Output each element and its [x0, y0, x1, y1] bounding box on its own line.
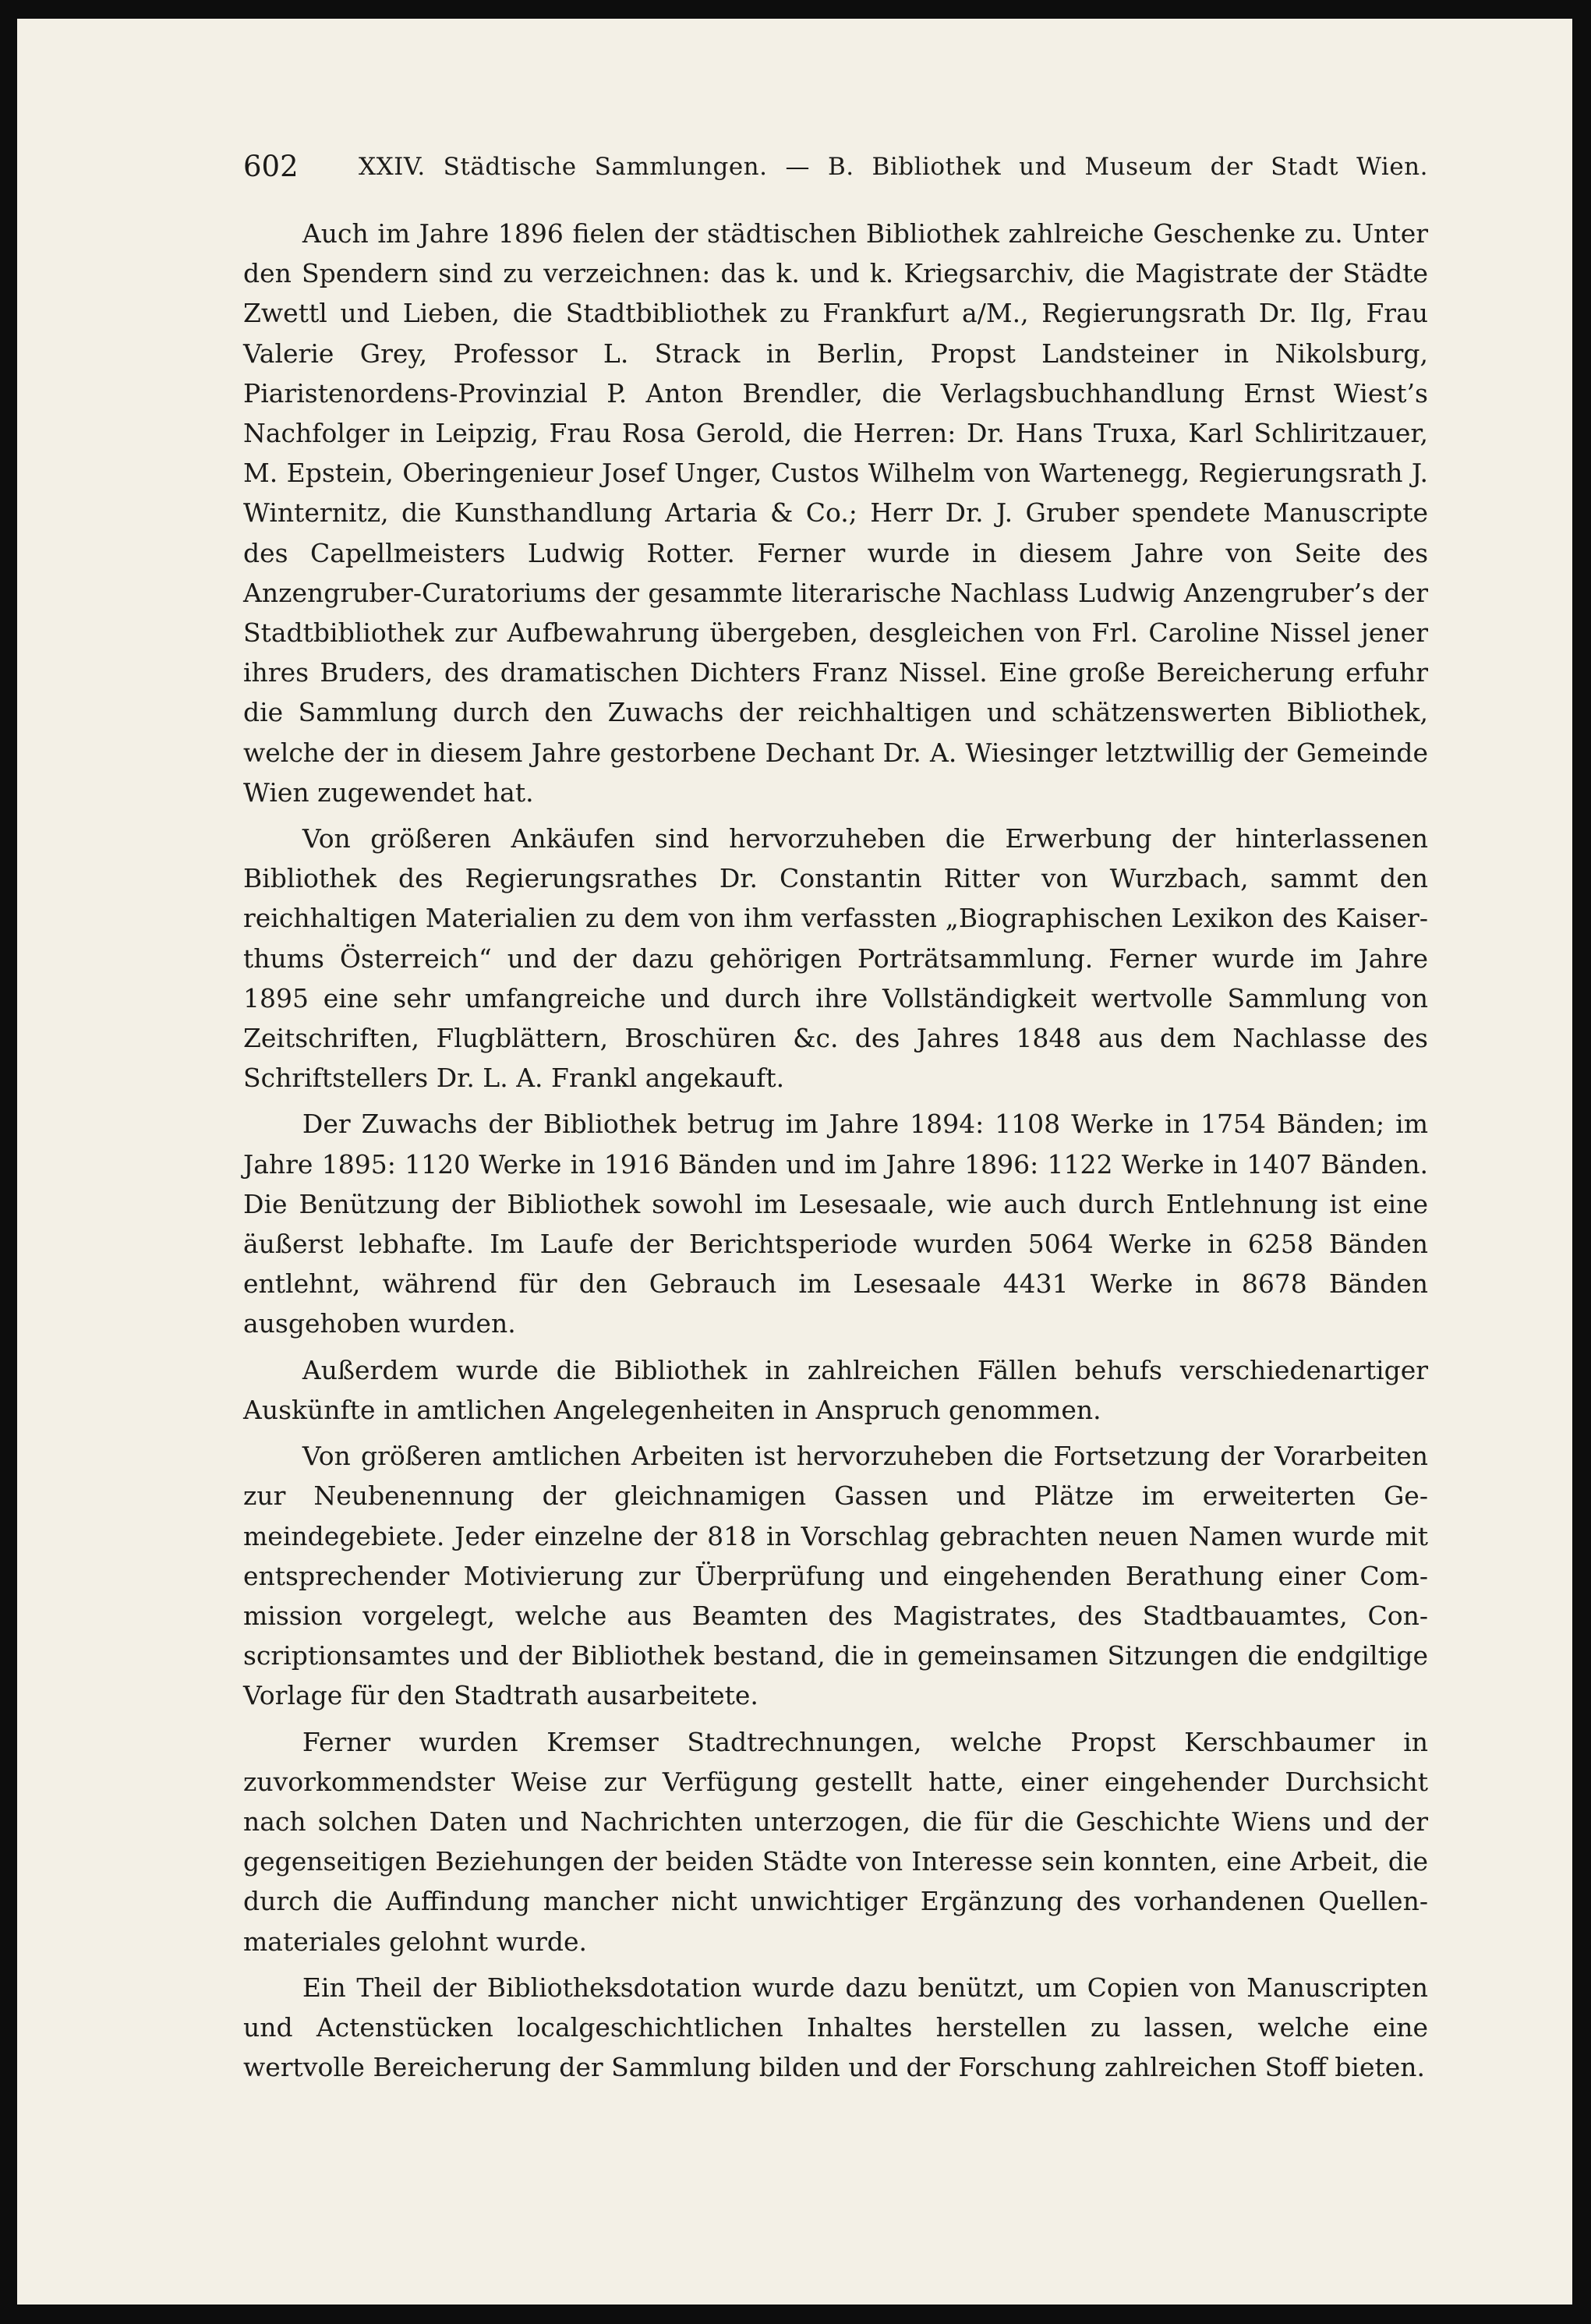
running-head-title: XXIV. Städtische Sammlungen. — B. Bibliothek und Museum der Stadt Wien.: [359, 153, 1428, 181]
paragraph-street-naming: Von größeren amtlichen Arbeiten ist hervorzuheben die Fortsetzung der Vorarbeiten zur Neubenennung der gleichnamigen Gassen und Plätze im erweiterten Gemeindegebiete. Jeder einzelne der 818 in Vorschlag gebrachten neuen Namen wurde mit entsprechender Motivierung zur Überprüfung und eingehenden Berathung einer Commission vorgelegt, welche aus Beamten des Magistrates, des Stadtbauamtes, Conscriptionsamtes und der Bibliothek bestand, die in gemeinsamen Sitzungen die endgiltige Vorlage für den Stadtrath ausarbeitete.: [243, 1441, 1428, 1711]
paragraph-donations: Auch im Jahre 1896 fielen der städtischen Bibliothek zahlreiche Geschenke zu. Unter den Spendern sind zu verzeichnen: das k. und k. Kriegsarchiv, die Magistrate der Städte Zwettl und Lieben, die Stadtbibliothek zu Frankfurt a/M., Regierungsrath Dr. Ilg, Frau Valerie Grey, Professor L. Strack in Berlin, Propst Landsteiner in Nikolsburg, Piaristenordens-Provinzial P. Anton Brendler, die Verlagsbuchhandlung Ernst Wiest’s Nachfolger in Leipzig, Frau Rosa Gerold, die Herren: Dr. Hans Truxa, Karl Schliritzauer, M. Epstein, Oberingenieur Josef Unger, Custos Wilhelm von Wartenegg, Regierungsrath J. Winternitz, die Kunsthandlung Artaria & Co.; Herr Dr. J. Gruber spendete Manuscripte des Capellmeisters Ludwig Rotter. Ferner wurde in diesem Jahre von Seite des Anzengruber-Curatoriums der gesammte literarische Nachlass Ludwig Anzengruber’s der Stadtbibliothek zur Aufbewahrung übergeben, desgleichen von Frl. Caroline Nissel jener ihres Bruders, des dramatischen Dichters Franz Nissel. Eine große Bereicherung erfuhr die Sammlung durch den Zuwachs der reichhaltigen und schätzenswerten Bibliothek, welche der in diesem Jahre gestorbene Dechant Dr. A. Wiesinger letztwillig der Gemeinde Wien zugewendet hat.: [243, 218, 1428, 808]
paragraph-krems-records: Ferner wurden Kremser Stadtrechnungen, welche Propst Kerschbaumer in zuvorkommendster Weise zur Verfügung gestellt hatte, einer eingehender Durchsicht nach solchen Daten und Nachrichten unterzogen, die für die Geschichte Wiens und der gegenseitigen Beziehungen der beiden Städte von Interesse sein konnten, eine Arbeit, die durch die Auffindung mancher nicht unwichtiger Ergänzung des vorhandenen Quellenmateriales gelohnt wurde.: [243, 1726, 1428, 1957]
body-text: [243, 214, 1428, 2087]
document-page: [17, 19, 1572, 2305]
paragraph-growth-usage: Der Zuwachs der Bibliothek betrug im Jahre 1894: 1108 Werke in 1754 Bänden; im Jahre 1895: 1120 Werke in 1916 Bänden und im Jahre 1896: 1122 Werke in 1407 Bänden. Die Benützung der Bibliothek sowohl im Lesesaale, wie auch durch Entlehnung ist eine äußerst lebhafte. Im Laufe der Berichtsperiode wurden 5064 Werke in 6258 Bänden entlehnt, während für den Gebrauch im Lesesaale 4431 Werke in 8678 Bänden ausgehoben wurden.: [243, 1109, 1428, 1339]
page-number: 602: [243, 150, 299, 183]
running-head: [243, 143, 1428, 190]
page-content: [243, 143, 1428, 2093]
paragraph-copies: Ein Theil der Bibliotheksdotation wurde dazu benützt, um Copien von Manuscripten und Actenstücken localgeschichtlichen Inhaltes herstellen zu lassen, welche eine wertvolle Bereicherung der Sammlung bilden und der Forschung zahlreichen Stoff bieten.: [243, 1972, 1428, 2083]
paragraph-inquiries: Außerdem wurde die Bibliothek in zahlreichen Fällen behufs verschiedenartiger Auskünfte in amtlichen Angelegenheiten in Anspruch genommen.: [243, 1354, 1428, 1425]
paragraph-acquisitions: Von größeren Ankäufen sind hervorzuheben die Erwerbung der hinterlassenen Bibliothek des Regierungsrathes Dr. Constantin Ritter von Wurzbach, sammt den reichhaltigen Materialien zu dem von ihm verfassten „Biographischen Lexikon des Kaiserthums Österreich“ und der dazu gehörigen Porträtsammlung. Ferner wurde im Jahre 1895 eine sehr umfangreiche und durch ihre Vollständigkeit wertvolle Sammlung von Zeitschriften, Flugblättern, Broschüren &c. des Jahres 1848 aus dem Nachlasse des Schriftstellers Dr. L. A. Frankl angekauft.: [243, 823, 1428, 1094]
